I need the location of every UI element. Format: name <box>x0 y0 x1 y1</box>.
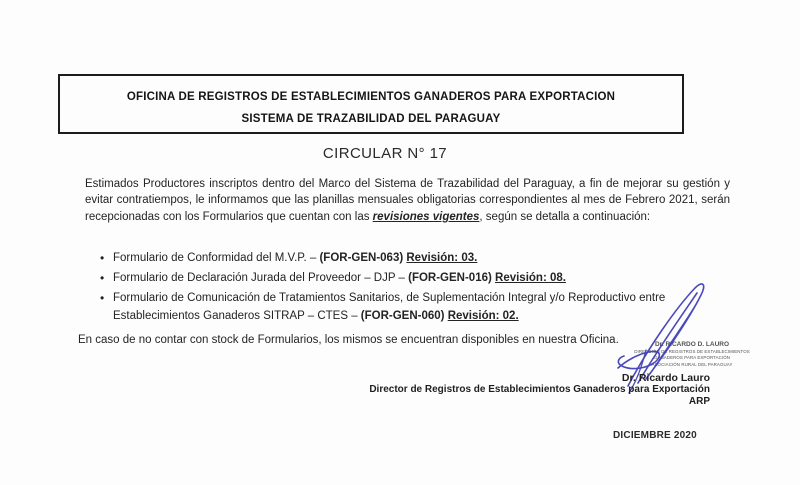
stamp-organization: ASOCIACIÓN RURAL DEL PARAGUAY <box>651 361 733 367</box>
signatory-organization: ARP <box>688 395 710 407</box>
form-code: (FOR-GEN-060) <box>360 310 448 322</box>
form-code: (FOR-GEN-016) <box>408 272 496 284</box>
form-revision: Revisión: 03. <box>406 252 478 264</box>
signature-block <box>369 372 710 407</box>
form-code: (FOR-GEN-063) <box>319 252 407 264</box>
header-box <box>58 74 684 134</box>
header-line-office: OFICINA DE REGISTROS DE ESTABLECIMIENTOS GANADEROS PARA EXPORTACION <box>126 91 616 103</box>
intro-paragraph-part1: Estimados Productores inscriptos dentro del Marco del Sistema de Trazabilidad del Paraguay, a fin de mejorar su gestión y evitar contratiempos, le informamos que las planillas mensuales obligatorias correspondientes al mes de Febrero 2021, serán recepcionadas con los Formularios que cuentan con las <box>85 178 730 223</box>
document-date: DICIEMBRE 2020 <box>613 430 697 441</box>
list-item-for-gen-016 <box>100 269 720 287</box>
signatory-role: Director de Registros de Establecimientos Ganaderos para Exportación <box>369 384 710 395</box>
list-item-for-gen-060 <box>100 289 720 325</box>
office-stamp <box>622 341 762 368</box>
form-description: Formulario de Conformidad del M.V.P. – <box>113 252 320 264</box>
signatory-name: Dr. Ricardo Lauro <box>621 372 710 384</box>
intro-paragraph-emphasis: revisiones vigentes <box>372 210 480 223</box>
stamp-department: GANADEROS PARA EXPORTACIÓN <box>653 355 731 361</box>
header-line-system: SISTEMA DE TRAZABILIDAD DEL PARAGUAY <box>241 113 501 125</box>
intro-paragraph-part2: , según se detalla a continuación: <box>479 210 651 223</box>
form-list <box>100 249 720 327</box>
closing-line: En caso de no contar con stock de Formularios, los mismos se encuentran disponibles en nuestra Oficina. <box>78 334 619 346</box>
circular-title: CIRCULAR N° 17 <box>322 145 448 162</box>
list-item-for-gen-063 <box>100 249 720 267</box>
form-revision: Revisión: 02. <box>447 310 519 322</box>
stamp-name: Dr. RICARDO D. LAURO <box>654 341 730 348</box>
stamp-office: DIRECCIÓN DE REGISTROS DE ESTABLECIMIENTOS <box>634 349 750 354</box>
form-description: Formulario de Comunicación de Tratamientos Sanitarios, de Suplementación Integral y/o Reproductivo entre Establecimientos Ganaderos SITRAP – CTES – <box>113 292 666 322</box>
form-revision: Revisión: 08. <box>495 272 566 284</box>
form-description: Formulario de Declaración Jurada del Proveedor – DJP – <box>113 272 409 284</box>
intro-paragraph <box>85 176 730 225</box>
